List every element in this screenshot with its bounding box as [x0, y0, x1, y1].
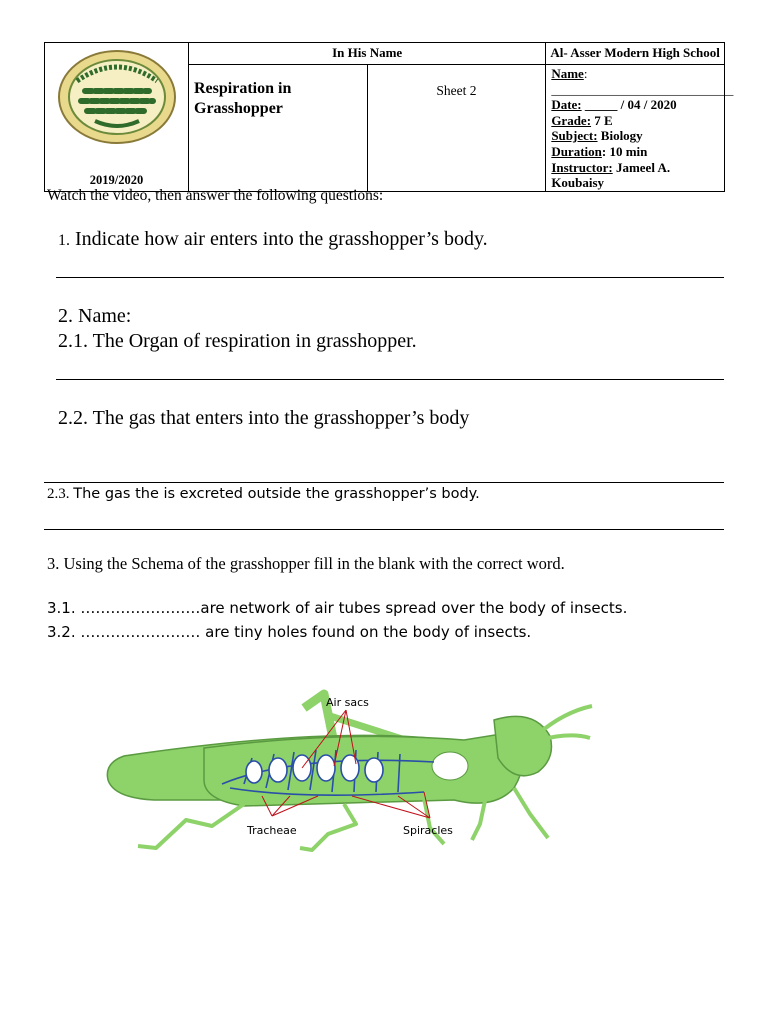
date-label: Date:	[551, 97, 582, 113]
in-his-name: In His Name	[189, 43, 546, 65]
school-year: 2019/2020	[89, 172, 144, 187]
instructor-label: Instructor:	[551, 159, 613, 175]
duration-label: Duration	[551, 143, 602, 159]
question-2-1: 2.1. The Organ of respiration in grasshopper.	[58, 330, 417, 352]
subject-value: Biology	[597, 128, 643, 144]
school-name: Al- Asser Modern High School	[546, 43, 725, 65]
question-2-2: 2.2. The gas that enters into the grasshopper’s body	[58, 407, 470, 429]
tracheae-label: Tracheae	[247, 824, 297, 837]
question-3: 3. Using the Schema of the grasshopper fill in the blank with the correct word.	[47, 554, 565, 573]
student-info	[546, 65, 734, 192]
question-3-2[interactable]: 3.2. …………………… are tiny holes found on the body of insects.	[47, 623, 532, 641]
grade-label: Grade:	[551, 112, 592, 128]
date-field: _____ / 04 / 2020	[581, 97, 677, 113]
name-label: Name	[551, 66, 584, 81]
q2-3-text: The gas the is excreted outside the grasshopper’s body.	[73, 486, 480, 502]
duration-value: : 10 min	[601, 143, 648, 159]
q2-3-number: 2.3.	[47, 486, 74, 502]
name-field[interactable]: : ____________________________	[551, 66, 734, 97]
question-2-3	[47, 486, 480, 503]
question-3-1[interactable]: 3.1. ……………………are network of air tubes spread over the body of insects.	[47, 599, 628, 617]
grade-value: 7 E	[591, 112, 613, 128]
question-1	[58, 228, 488, 251]
answer-line-2-3[interactable]	[44, 529, 724, 530]
sheet-topic	[189, 65, 368, 192]
answer-line-2-1[interactable]	[56, 379, 724, 380]
air-sacs-label: Air sacs	[326, 696, 369, 709]
topic-text: Respiration in Grasshopper	[194, 80, 292, 117]
instructor-value: Jameel A. Koubaisy	[551, 159, 671, 191]
answer-line-2-2[interactable]	[44, 482, 724, 483]
subject-label: Subject:	[551, 128, 598, 144]
header-table	[44, 42, 734, 192]
sheet-number: Sheet 2	[367, 65, 546, 192]
grasshopper-diagram	[94, 688, 594, 868]
spiracles-label: Spiracles	[403, 824, 453, 837]
q1-number: 1.	[58, 232, 70, 249]
answer-line-1[interactable]	[56, 277, 724, 278]
q1-text: Indicate how air enters into the grasshopper’s body.	[70, 228, 488, 250]
logo-cell	[45, 43, 189, 192]
instructions: Watch the video, then answer the following questions:	[47, 187, 384, 204]
question-2-heading: 2. Name:	[58, 305, 132, 327]
school-seal-icon	[55, 47, 179, 147]
